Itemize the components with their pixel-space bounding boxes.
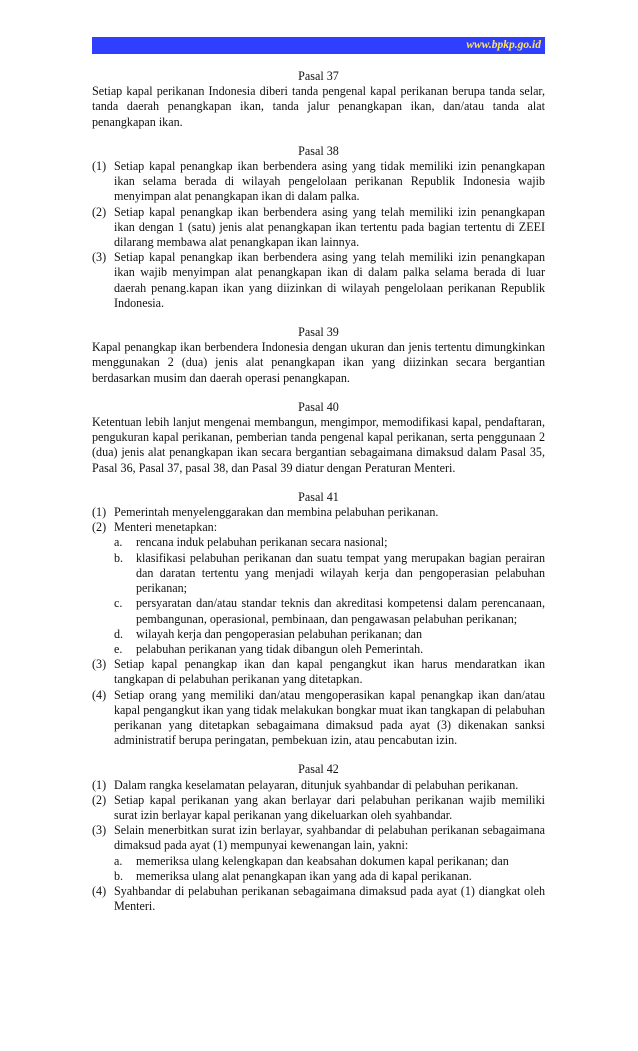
- pasal-40-text: Ketentuan lebih lanjut mengenai membangun, mengimpor, memodifikasi kapal, pendaftaran, pengukuran kapal perikanan, pemberian tanda pengenal kapal perikanan, serta penggunaan 2 (dua) jenis alat penangkapan ikan secara bergantian sebagaimana dimaksud dalam Pasal 35, Pasal 36, Pasal 37, pasal 38, dan Pasal 39 diatur dengan Peraturan Menteri.: [92, 415, 545, 475]
- item-number: (1): [92, 159, 107, 174]
- pasal-41-title: Pasal 41: [298, 489, 339, 504]
- pasal-42-item-2: [92, 793, 545, 823]
- pasal-41-item-1: [92, 505, 545, 520]
- pasal-38-item-3: [92, 250, 545, 311]
- subitem-letter: a.: [114, 853, 123, 868]
- pasal-41-section: [92, 490, 545, 748]
- subitem-letter: b.: [114, 550, 124, 565]
- item-number: (2): [92, 204, 107, 219]
- pasal-42-title: Pasal 42: [298, 762, 339, 777]
- pasal-37-title: Pasal 37: [298, 69, 339, 83]
- subitem-text: persyaratan dan/atau standar teknis dan akreditasi kompetensi dalam perencanaan, pembangunan, operasional, pembinaan, dan pengawasan pelabuhan perikanan;: [136, 596, 545, 626]
- pasal-42-item-4: [92, 884, 545, 914]
- item-text: Selain menerbitkan surat izin berlayar, syahbandar di pelabuhan perikanan sebagaimana dimaksud pada ayat (1) mempunyai kewenangan lain, yakni:: [114, 823, 545, 853]
- pasal-42-item-3: [92, 823, 545, 853]
- pasal-41-subitem-e: [92, 642, 545, 657]
- header-url: www.bpkp.go.id: [466, 39, 541, 51]
- item-text: Setiap kapal penangkap ikan berbendera asing yang telah memiliki izin penangkapan ikan wajib menyimpan alat penangkapan ikan di dalam palka selama berada di luar daerah penang.kapan ikan yang diizinkan di wilayah pengelolaan perikanan Republik Indonesia.: [114, 250, 545, 310]
- pasal-42-subitem-a: [92, 854, 545, 869]
- item-text: Syahbandar di pelabuhan perikanan sebagaimana dimaksud pada ayat (1) diangkat oleh Menteri.: [114, 883, 545, 914]
- item-text: Pemerintah menyelenggarakan dan membina pelabuhan perikanan.: [114, 505, 439, 520]
- subitem-text: klasifikasi pelabuhan perikanan dan suatu tempat yang merupakan bagian perairan dan daratan tertentu yang menjadi wilayah kerja dan pengoperasian pelabuhan perikanan;: [136, 550, 545, 596]
- subitem-letter: a.: [114, 535, 123, 550]
- pasal-40-section: [92, 400, 545, 476]
- pasal-41-item-2: [92, 520, 545, 535]
- pasal-38-item-2: [92, 205, 545, 251]
- pasal-39-title: Pasal 39: [298, 325, 339, 340]
- pasal-38-title: Pasal 38: [298, 143, 339, 158]
- pasal-41-subitem-a: [92, 535, 545, 550]
- item-text: Setiap orang yang memiliki dan/atau mengoperasikan kapal penangkap ikan dan/atau kapal pengangkut ikan yang tidak melakukan bongkar muat ikan tangkapan di pelabuhan perikanan yang ditetapkan sebagaimana dimaksud pada ayat (3) dikenakan sanksi administratif berupa peringatan, pembekuan izin, atau pencabutan izin.: [114, 687, 545, 748]
- item-number: (2): [92, 792, 107, 807]
- item-text: Dalam rangka keselamatan pelayaran, ditunjuk syahbandar di pelabuhan perikanan.: [114, 777, 519, 792]
- item-number: (1): [92, 777, 107, 792]
- pasal-41-item-4: [92, 688, 545, 749]
- pasal-39-section: [92, 325, 545, 386]
- item-number: (1): [92, 505, 107, 520]
- subitem-letter: d.: [114, 626, 124, 641]
- pasal-42-subitem-b: [92, 869, 545, 884]
- header-bar: [92, 37, 545, 54]
- pasal-38-section: [92, 144, 545, 311]
- subitem-text: wilayah kerja dan pengoperasian pelabuhan perikanan; dan: [136, 626, 423, 641]
- item-number: (4): [92, 687, 107, 702]
- item-number: (2): [92, 520, 107, 535]
- pasal-41-subitem-d: [92, 627, 545, 642]
- pasal-39-text: Kapal penangkap ikan berbendera Indonesia dengan ukuran dan jenis tertentu dimungkinkan menggunakan 2 (dua) jenis alat penangkapan ikan yang diizinkan secara bergantian berdasarkan musim dan daerah operasi penangkapan.: [92, 340, 545, 385]
- document-body: [92, 69, 545, 928]
- item-text: Setiap kapal penangkap ikan berbendera asing yang tidak memiliki izin penangkapan ikan selama berada di wilayah pengelolaan perikanan Republik Indonesia wajib menyimpan alat penangkapan ikan di dalam palka.: [114, 159, 545, 204]
- subitem-letter: e.: [114, 641, 123, 656]
- item-number: (3): [92, 657, 107, 672]
- item-text: Setiap kapal perikanan yang akan berlayar dari pelabuhan perikanan wajib memiliki surat izin berlayar kapal perikanan yang dikeluarkan oleh syahbandar.: [114, 792, 545, 822]
- pasal-40-title: Pasal 40: [298, 399, 339, 414]
- item-number: (3): [92, 823, 107, 838]
- item-number: (3): [92, 250, 107, 265]
- pasal-42-section: [92, 762, 545, 914]
- pasal-37-text: Setiap kapal perikanan Indonesia diberi tanda pengenal kapal perikanan berupa tanda selar, tanda daerah penangkapan ikan, tanda jalur penangkapan ikan, dan/atau tanda alat penangkapan ikan.: [92, 84, 545, 129]
- pasal-38-item-1: [92, 159, 545, 205]
- item-number: (4): [92, 883, 107, 898]
- pasal-42-item-1: [92, 778, 545, 793]
- item-text: Menteri menetapkan:: [114, 520, 218, 535]
- item-text: Setiap kapal penangkap ikan dan kapal pengangkut ikan harus mendaratkan ikan tangkapan di pelabuhan perikanan yang ditetapkan.: [114, 657, 545, 687]
- pasal-41-subitem-b: [92, 551, 545, 597]
- item-text: Setiap kapal penangkap ikan berbendera asing yang telah memiliki izin penangkapan ikan dengan 1 (satu) jenis alat penangkapan ikan tertentu pada bagian tertentu di ZEEI dilarang membawa alat penangkapan ikan lainnya.: [114, 204, 545, 250]
- subitem-text: memeriksa ulang kelengkapan dan keabsahan dokumen kapal perikanan; dan: [136, 853, 509, 868]
- subitem-letter: c.: [114, 596, 123, 611]
- pasal-41-subitem-c: [92, 596, 545, 626]
- subitem-text: rencana induk pelabuhan perikanan secara nasional;: [136, 535, 388, 550]
- subitem-letter: b.: [114, 868, 124, 883]
- subitem-text: memeriksa ulang alat penangkapan ikan yang ada di kapal perikanan.: [136, 868, 472, 883]
- pasal-37-section: [92, 69, 545, 130]
- subitem-text: pelabuhan perikanan yang tidak dibangun oleh Pemerintah.: [136, 641, 424, 656]
- pasal-41-item-3: [92, 657, 545, 687]
